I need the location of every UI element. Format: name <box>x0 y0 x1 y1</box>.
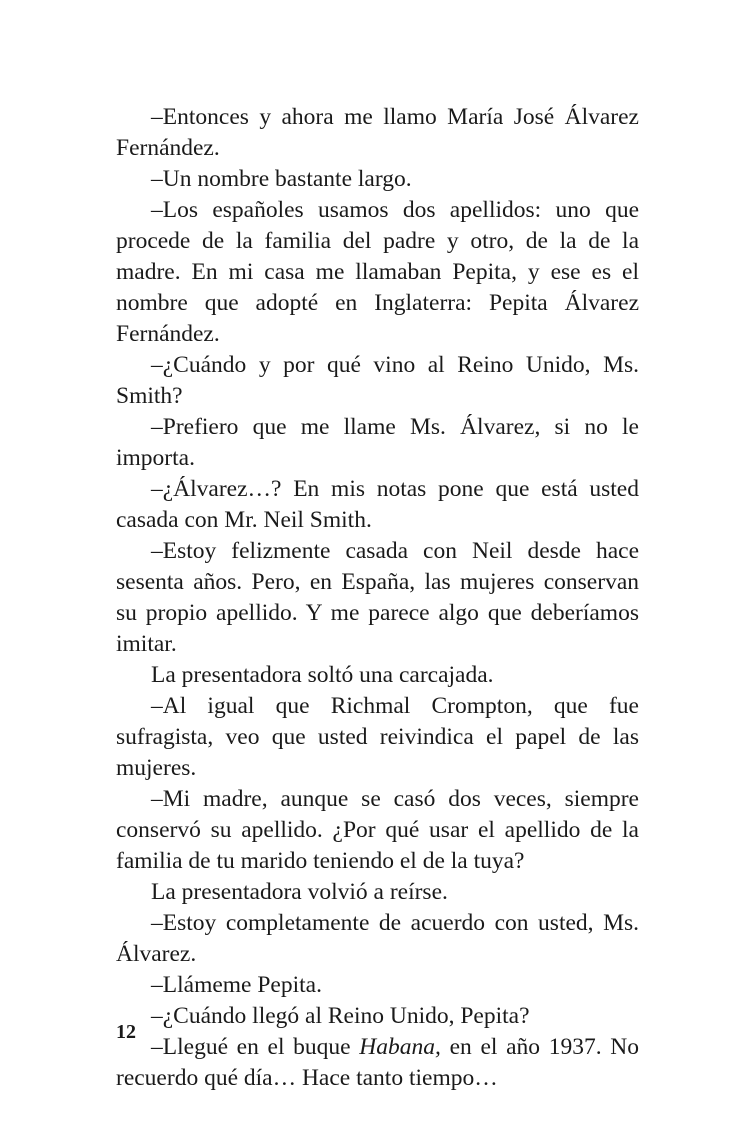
paragraph-2: –Un nombre bastante largo. <box>151 166 412 192</box>
paragraph-13: –Llámeme Pepita. <box>151 972 322 998</box>
paragraph-10: –Mi madre, aunque se casó dos veces, siempre conservó su apellido. ¿Por qué usar el apellido de la familia de tu marido teniendo el de la tuya? <box>116 786 639 874</box>
paragraph-15-end: en el año 1937. No recuerdo qué día… Hace tanto tiempo… <box>116 1034 639 1091</box>
paragraph-11: La presentadora volvió a reírse. <box>151 879 448 905</box>
paragraph-7: –Estoy felizmente casada con Neil desde hace sesenta años. Pero, en España, las mujeres conservan su propio apellido. Y me parece algo que deberíamos imitar. <box>116 538 639 657</box>
paragraph-4: –¿Cuándo y por qué vino al Reino Unido, Ms. Smith? <box>116 352 639 409</box>
ship-name: Habana, <box>359 1034 441 1060</box>
paragraph-9: –Al igual que Richmal Crompton, que fue sufragista, veo que usted reivindica el papel de las mujeres. <box>116 693 639 781</box>
paragraph-15-start: –Llegué en el buque <box>151 1034 360 1060</box>
paragraph-8: La presentadora soltó una carcajada. <box>151 662 494 688</box>
paragraph-14: –¿Cuándo llegó al Reino Unido, Pepita? <box>151 1003 530 1029</box>
paragraph-12: –Estoy completamente de acuerdo con usted, Ms. Álvarez. <box>116 910 639 967</box>
paragraph-6: –¿Álvarez…? En mis notas pone que está usted casada con Mr. Neil Smith. <box>116 476 639 533</box>
paragraph-5: –Prefiero que me llame Ms. Álvarez, si no le importa. <box>116 414 639 471</box>
page-number: 12 <box>116 1021 136 1043</box>
paragraph-1: –Entonces y ahora me llamo María José Álvarez Fernández. <box>116 104 639 161</box>
body-text <box>116 102 639 1094</box>
paragraph-3: –Los españoles usamos dos apellidos: uno que procede de la familia del padre y otro, de la de la madre. En mi casa me llamaban Pepita, y ese es el nombre que adopté en Inglaterra: Pepita Álvarez Fernández. <box>116 197 639 347</box>
paragraph-15 <box>116 1032 639 1094</box>
